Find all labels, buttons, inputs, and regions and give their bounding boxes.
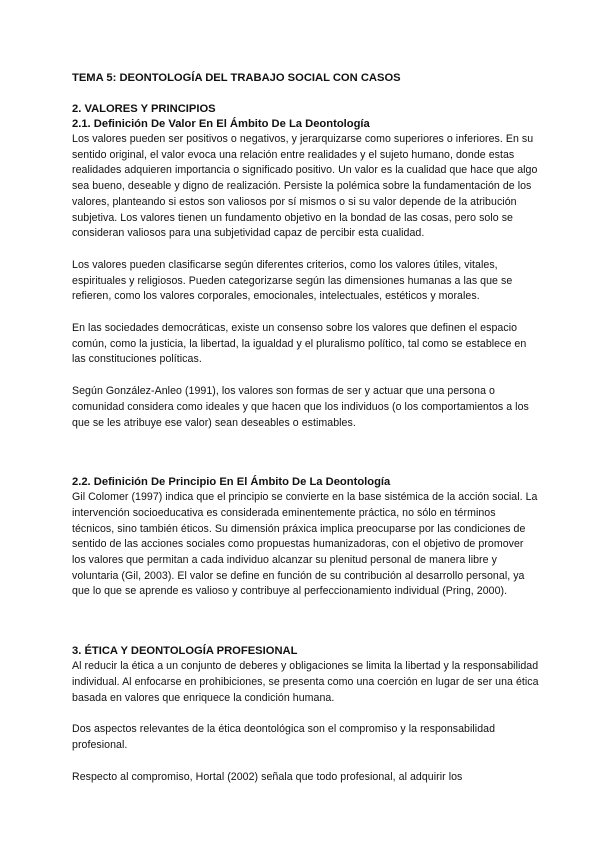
section-etica-deontologia (72, 644, 540, 785)
paragraph: Según González-Anleo (1991), los valores son formas de ser y actuar que una persona o comunidad considera como ideales y que hacen que los individuos (o los comportamientos a los que se les atribuye ese valor) sean deseables o estimables. (72, 385, 529, 429)
document-title: TEMA 5: DEONTOLOGÍA DEL TRABAJO SOCIAL CON CASOS (72, 72, 401, 84)
paragraph: Los valores pueden clasificarse según diferentes criterios, como los valores útiles, vitales, espirituales y religiosos. Pueden categorizarse según las dimensiones humanas a las que se refieren, como los valores corporales, emocionales, intelectuales, estéticos y morales. (72, 258, 513, 303)
paragraph: Los valores pueden ser positivos o negativos, y jerarquizarse como superiores o inferiores. En su sentido original, el valor evoca una relación entre realidades y el sujeto humano, donde estas realidades adquieren importancia o significado positivo. Un valor es la cualidad que hace que algo sea bueno, deseable y digno de realización. Persiste la polémica sobre la fundamentación de los valores, planteando si estos son valiosos por sí mismos o si su valor depende de la atribución subjetiva. Los valores tienen un fundamento objetivo en la bondad de las cosas, pero solo se consideran valiosos para una subjetividad capaz de percibir esta cualidad. (72, 133, 538, 240)
spacer (72, 447, 540, 475)
paragraph: Dos aspectos relevantes de la ética deontológica son el compromiso y la responsabilidad profesional. (72, 723, 496, 751)
section-valores-principios (72, 102, 540, 600)
spacer (72, 616, 540, 644)
section-2-title: 2. VALORES Y PRINCIPIOS (72, 103, 216, 115)
subsection-2-1-title: 2.1. Definición De Valor En El Ámbito De La Deontología (72, 118, 370, 130)
paragraph: Gil Colomer (1997) indica que el principio se convierte en la base sistémica de la acción social. La intervención socioeducativa es considerada eminentemente práctica, no sólo en términos técnicos, sino también éticos. Su dimensión práxica implica preocuparse por las condiciones de sentido de las acciones sociales como propuestas humanizadoras, con el objetivo de promover los valores que permitan a cada individuo alcanzar su plenitud personal de manera libre y voluntaria (Gil, 2003). El valor se define en función de su contribución al desarrollo personal, ya que lo que se aprende es valioso y contribuye al perfeccionamiento individual (Pring, 2000). (72, 491, 538, 598)
subsection-2-2-title: 2.2. Definición De Principio En El Ámbito De La Deontología (72, 476, 391, 489)
paragraph: En las sociedades democráticas, existe un consenso sobre los valores que definen el espacio común, como la justicia, la libertad, la igualdad y el pluralismo político, tal como se establece en las constituciones políticas. (72, 322, 527, 366)
paragraph: Respecto al compromiso, Hortal (2002) señala que todo profesional, al adquirir los (72, 770, 463, 783)
paragraph: Al reducir la ética a un conjunto de deberes y obligaciones se limita la libertad y la responsabilidad individual. Al enfocarse en prohibiciones, se presenta como una coerción en lugar de ser una ética basada en valores que enriquece la condición humana. (72, 660, 539, 704)
section-3-title: 3. ÉTICA Y DEONTOLOGÍA PROFESIONAL (72, 645, 298, 658)
